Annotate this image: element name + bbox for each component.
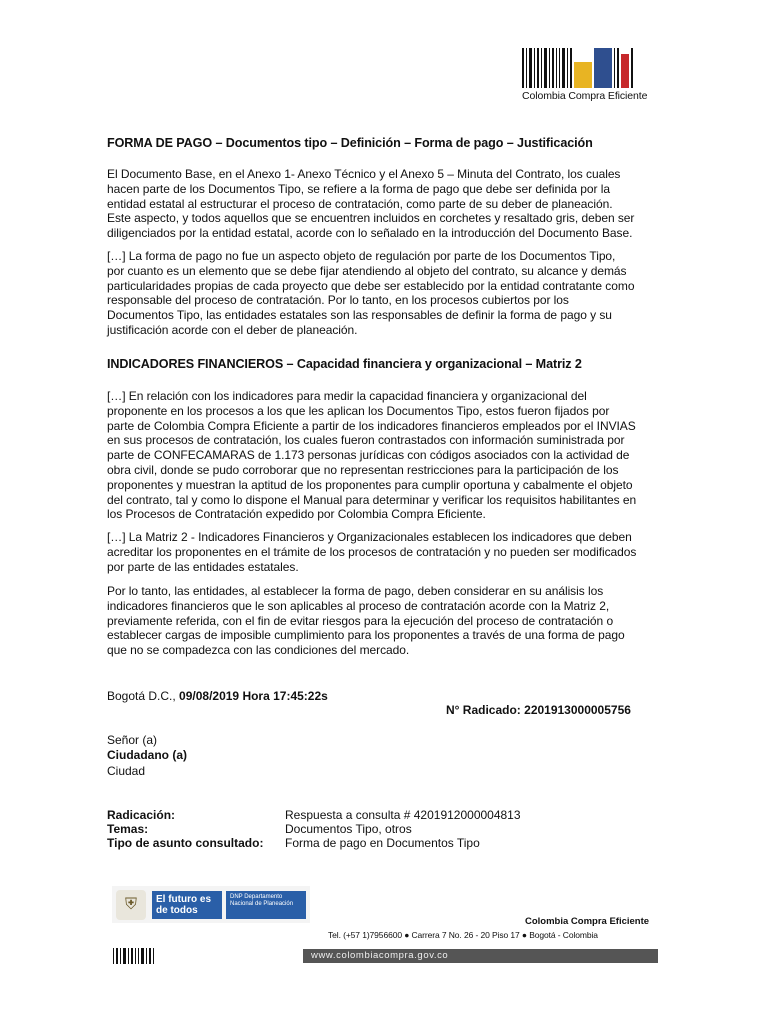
paragraph [107,249,667,338]
coat-of-arms-icon: ⛨ [116,890,146,920]
recipient: Ciudadano (a) [107,748,187,762]
text-line: El Documento Base, en el Anexo 1- Anexo Técnico y el Anexo 5 – Minuta del Contrato, los cuales [107,167,621,181]
paragraph [107,584,667,658]
text-line: los Procesos de Contratación expedido por Colombia Compra Eficiente. [107,507,486,522]
meta-label-temas: Temas: [107,822,149,836]
text-line: indicadores financieros que le son aplicables al proceso de contratación acorde con la Matriz 2, [107,598,610,613]
footer-barcode-icon [113,948,168,964]
text-line: obra civil, donde se pudo corroborar que no representan restricciones para la participación de los [107,462,619,477]
text-line: Este aspecto, y todos aquellos que se encuentren incluidos en corchetes y resaltado gris, deben ser [107,211,635,226]
header-logo [522,48,657,102]
futuro-logo: El futuro es de todos [152,891,222,919]
text-line: por parte de las entidades estatales. [107,559,299,574]
city-text: Bogotá D.C., [107,689,180,703]
section-heading-indicadores: INDICADORES FINANCIEROS – Capacidad financiera y organizacional – Matriz 2 [107,357,582,371]
footer-government-logos [112,886,310,923]
text-line: parte de CONFECAMARAS de 1.173 personas jurídicas con códigos asociados con la actividad de [107,448,630,463]
paragraph [107,530,667,574]
text-line: proponente en los procesos a los que les aplican los Documentos Tipo, estos fueron fijados por [107,403,610,418]
text-line: acreditar los proponentes en el trámite de los procesos de contratación y no pueden ser modificados [107,544,637,559]
text-line: del contrato, tal y como lo dispone el Manual para determinar y verificar los requisitos habilitantes en [107,492,637,507]
dnp-logo: DNP Departamento Nacional de Planeación [226,891,306,919]
footer-address: Tel. (+57 1)7956600 ● Carrera 7 No. 26 - 20 Piso 17 ● Bogotá - Colombia [328,930,598,940]
text-line: por cuanto es un elemento que se debe fijar atendiendo al objeto del contrato, su alcance y demás [107,263,627,278]
meta-value-tipo-asunto: Forma de pago en Documentos Tipo [285,836,480,850]
meta-label-tipo-asunto: Tipo de asunto consultado: [107,836,264,850]
datetime-text: 09/08/2019 Hora 17:45:22s [179,689,328,703]
text-line: en sus procesos de contratación, los cuales fueron contrastados con información suministrada por [107,433,625,448]
text-line: entidad estatal al estructurar el proceso de contratación, como parte de su deber de planeación. [107,196,613,211]
text-line: previamente referida, con el fin de evitar riesgos para la ejecución del proceso de contratación o [107,613,614,628]
meta-value-radicacion: Respuesta a consulta # 4201912000004813 [285,808,521,822]
paragraph [107,389,667,522]
meta-label-radicacion: Radicación: [107,808,176,822]
text-line: responsable del proceso de contratación. Por lo tanto, en los procesos cubiertos por los [107,293,569,308]
text-line: parte de Colombia Compra Eficiente a partir de los indicadores financieros empleados por el INVIAS [107,418,636,433]
recipient-city: Ciudad [107,764,146,778]
footer-company: Colombia Compra Eficiente [525,916,650,927]
paragraph [107,167,667,241]
barcode-logo-icon [522,48,657,88]
section-heading-forma-pago: FORMA DE PAGO – Documentos tipo – Definición – Forma de pago – Justificación [107,136,593,150]
text-line: que no se compadezca con las condiciones del mercado. [107,643,410,658]
logo-text: Colombia Compra Eficiente [522,90,648,102]
footer-website-link[interactable]: www.colombiacompra.gov.co [303,949,658,963]
text-line: Documentos Tipo, las entidades estatales son las responsables de definir la forma de pago y su [107,308,612,323]
text-line: establecer cargas de imposible cumplimiento para los proponentes a través de una forma de pago [107,628,625,643]
text-line: proponentes y muestran la aptitud de los proponentes para cumplir oportuna y cabalmente el objeto [107,477,633,492]
date-line [107,689,328,703]
radicado-number: N° Radicado: 2201913000005756 [446,703,631,717]
meta-value-temas: Documentos Tipo, otros [285,822,412,836]
text-line: […] La Matriz 2 - Indicadores Financieros y Organizacionales establecen los indicadores que deben [107,530,632,544]
text-line: particularidades propias de cada proyecto que debe ser establecido por la entidad contratante como [107,278,635,293]
text-line: hacen parte de los Documentos Tipo, se refiere a la forma de pago que debe ser definida por la [107,181,610,196]
salutation: Señor (a) [107,733,158,747]
text-line: Por lo tanto, las entidades, al establecer la forma de pago, deben considerar en su análisis los [107,584,604,598]
text-line: diligenciados por la entidad estatal, acorde con lo señalado en la introducción del Documento Base. [107,226,633,241]
text-line: justificación acorde con el deber de planeación. [107,322,358,337]
text-line: […] En relación con los indicadores para medir la capacidad financiera y organizacional del [107,389,587,403]
text-line: […] La forma de pago no fue un aspecto objeto de regulación por parte de los Documentos Tipo, [107,249,616,263]
